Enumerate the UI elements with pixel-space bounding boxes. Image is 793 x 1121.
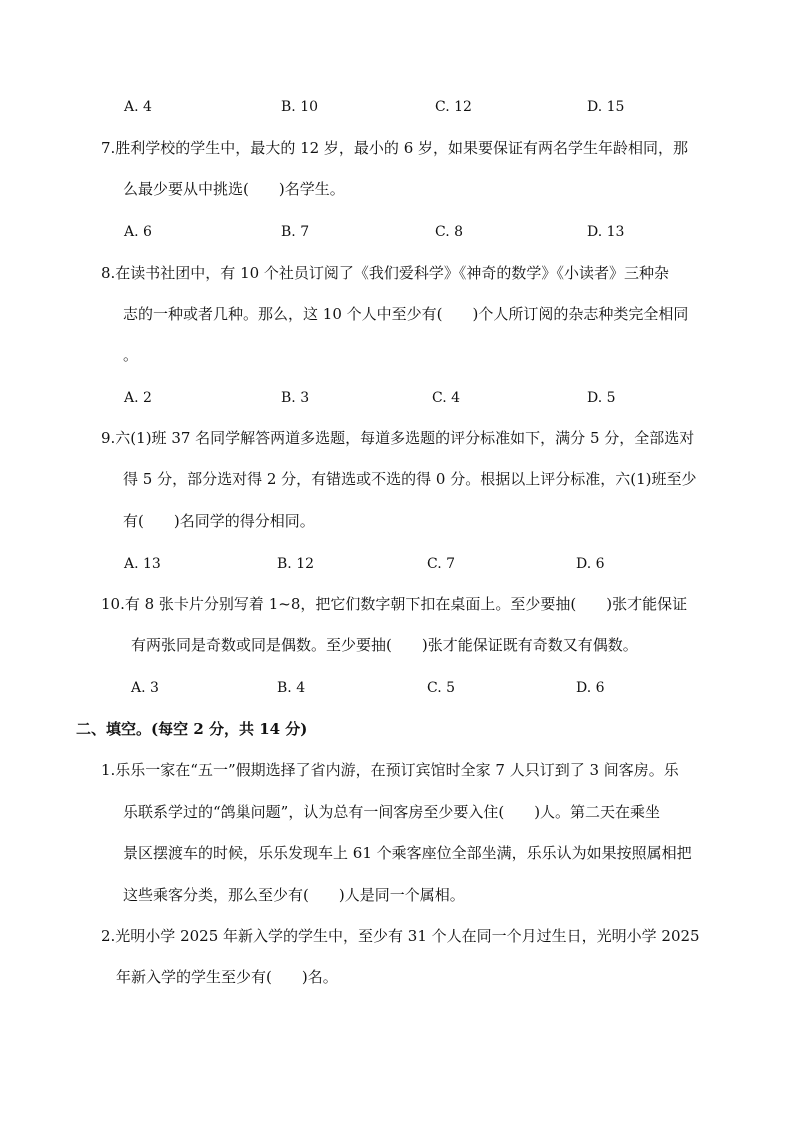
q9-text-line-1: 9.六(1)班 37 名同学解答两道多选题，每道多选题的评分标准如下，满分 5 分，全部选对 <box>101 429 695 447</box>
section-2-title: 二、填空。(每空 2 分，共 14 分) <box>76 720 308 738</box>
q7-text-line-2: 么最少要从中挑选( )名学生。 <box>123 180 345 198</box>
q9-option-c: C. 7 <box>427 556 456 572</box>
q8-text-line-3: 。 <box>123 346 139 364</box>
q6-option-b: B. 10 <box>281 99 319 115</box>
q9-option-a: A. 13 <box>124 556 161 572</box>
f2-text-line-1: 2.光明小学 2025 年新入学的学生中，至少有 31 个人在同一个月过生日，光明小学 2025 <box>101 927 700 945</box>
q6-option-a: A. 4 <box>124 99 152 115</box>
f1-text-line-2: 乐联系学过的“鸽巢问题”，认为总有一间客房至少要入住( )人。第二天在乘坐 <box>123 803 661 821</box>
f1-text-line-4: 这些乘客分类，那么至少有( )人是同一个属相。 <box>123 886 465 904</box>
q9-option-b: B. 12 <box>277 556 315 572</box>
q10-text-line-1: 10.有 8 张卡片分别写着 1~8，把它们数字朝下扣在桌面上。至少要抽( )张才能保证 <box>101 595 688 613</box>
q10-option-a: A. 3 <box>131 680 159 696</box>
q8-option-c: C. 4 <box>432 390 461 406</box>
q8-text-line-2: 志的一种或者几种。那么，这 10 个人中至少有( )个人所订阅的杂志种类完全相同 <box>123 305 689 323</box>
f1-text-line-3: 景区摆渡车的时候，乐乐发现车上 61 个乘客座位全部坐满，乐乐认为如果按照属相把 <box>123 844 692 862</box>
q7-option-d: D. 13 <box>587 224 625 240</box>
q8-text-line-1: 8.在读书社团中，有 10 个社员订阅了《我们爱科学》《神奇的数学》《小读者》三种杂 <box>101 264 669 282</box>
q9-option-d: D. 6 <box>576 556 605 572</box>
q6-option-d: D. 15 <box>587 99 625 115</box>
q10-option-b: B. 4 <box>277 680 306 696</box>
q7-option-a: A. 6 <box>124 224 152 240</box>
q10-text-line-2: 有两张同是奇数或同是偶数。至少要抽( )张才能保证既有奇数又有偶数。 <box>131 636 638 654</box>
q7-option-c: C. 8 <box>435 224 464 240</box>
q8-option-a: A. 2 <box>124 390 152 406</box>
q6-option-c: C. 12 <box>435 99 472 115</box>
q8-option-b: B. 3 <box>281 390 310 406</box>
q9-text-line-3: 有( )名同学的得分相同。 <box>123 512 315 530</box>
q7-option-b: B. 7 <box>281 224 310 240</box>
q9-text-line-2: 得 5 分，部分选对得 2 分，有错选或不选的得 0 分。根据以上评分标准，六(1)班至少 <box>123 470 697 488</box>
q10-option-c: C. 5 <box>427 680 456 696</box>
q8-option-d: D. 5 <box>587 390 616 406</box>
f2-text-line-2: 年新入学的学生至少有( )名。 <box>116 968 338 986</box>
q10-option-d: D. 6 <box>576 680 605 696</box>
f1-text-line-1: 1.乐乐一家在“五一”假期选择了省内游，在预订宾馆时全家 7 人只订到了 3 间客房。乐 <box>101 761 679 779</box>
q7-text-line-1: 7.胜利学校的学生中，最大的 12 岁，最小的 6 岁，如果要保证有两名学生年龄相同，那 <box>101 139 689 157</box>
